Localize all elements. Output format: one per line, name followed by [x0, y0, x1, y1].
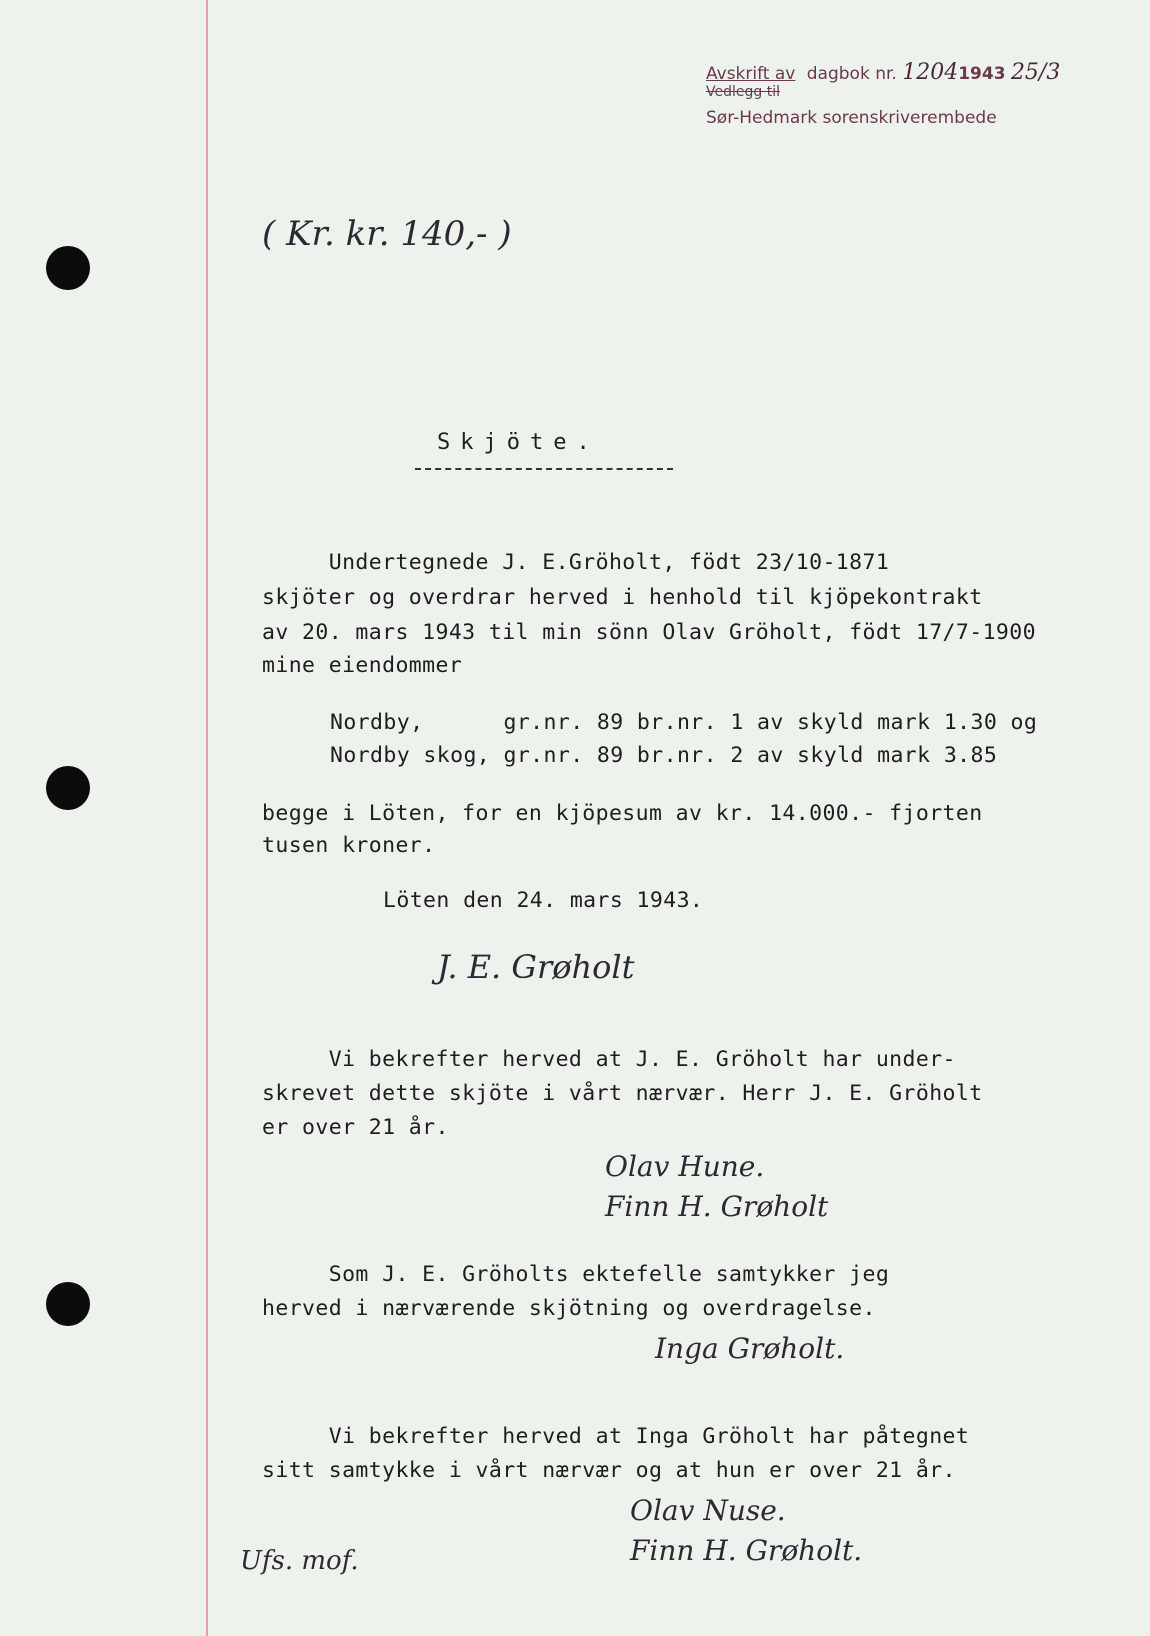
paragraph-line: Vi bekrefter herved at Inga Gröholt har påtegnet	[262, 1424, 970, 1449]
witness-signature: Olav Nuse.	[630, 1494, 786, 1527]
paragraph-line: Som J. E. Gröholts ektefelle samtykker jeg	[262, 1262, 890, 1287]
paragraph-line: Undertegnede J. E.Gröholt, födt 23/10-1871	[262, 550, 890, 575]
property-line: Nordby, gr.nr. 89 br.nr. 1 av skyld mark 1.30 og	[330, 710, 1038, 735]
property-line: Nordby skog, gr.nr. 89 br.nr. 2 av skyld mark 3.85	[330, 743, 998, 768]
witness-signature: Olav Hune.	[605, 1150, 765, 1183]
paragraph-line: herved i nærværende skjötning og overdragelse.	[262, 1296, 876, 1321]
signature: J. E. Grøholt	[437, 948, 635, 986]
stamp-line-2: Vedlegg til	[706, 84, 780, 100]
paragraph-line: skjöter og overdrar herved i henhold til kjöpekontrakt	[262, 585, 983, 610]
handwritten-fee-note: ( Kr. kr. 140,- )	[262, 214, 512, 254]
stamp-line-1: Avskrift av dagbok nr. 12041943 25/3	[706, 60, 1061, 85]
initials: Ufs. mof.	[240, 1546, 359, 1576]
paragraph-line: begge i Löten, for en kjöpesum av kr. 14.000.- fjorten	[262, 801, 983, 826]
place-date: Löten den 24. mars 1943.	[383, 888, 704, 913]
punch-hole	[46, 246, 90, 290]
paragraph-line: er over 21 år.	[262, 1115, 449, 1140]
punch-hole	[46, 766, 90, 810]
paragraph-line: skrevet dette skjöte i vårt nærvær. Herr J. E. Gröholt	[262, 1081, 983, 1106]
paragraph-line: tusen kroner.	[262, 833, 436, 858]
punch-hole	[46, 1282, 90, 1326]
paragraph-line: av 20. mars 1943 til min sönn Olav Gröholt, födt 17/7-1900	[262, 620, 1036, 645]
stamp-line-3: Sør-Hedmark sorenskriverembede	[706, 108, 997, 128]
document-title: Skjöte.	[437, 430, 600, 455]
paragraph-line: sitt samtykke i vårt nærvær og at hun er over 21 år.	[262, 1458, 956, 1483]
title-underline	[415, 468, 673, 470]
consent-signature: Inga Grøholt.	[655, 1332, 845, 1365]
paragraph-line: mine eiendommer	[262, 653, 463, 678]
witness-signature: Finn H. Grøholt	[605, 1190, 829, 1223]
paragraph-line: Vi bekrefter herved at J. E. Gröholt har under-	[262, 1047, 956, 1072]
margin-line	[206, 0, 208, 1636]
witness-signature: Finn H. Grøholt.	[630, 1534, 863, 1567]
